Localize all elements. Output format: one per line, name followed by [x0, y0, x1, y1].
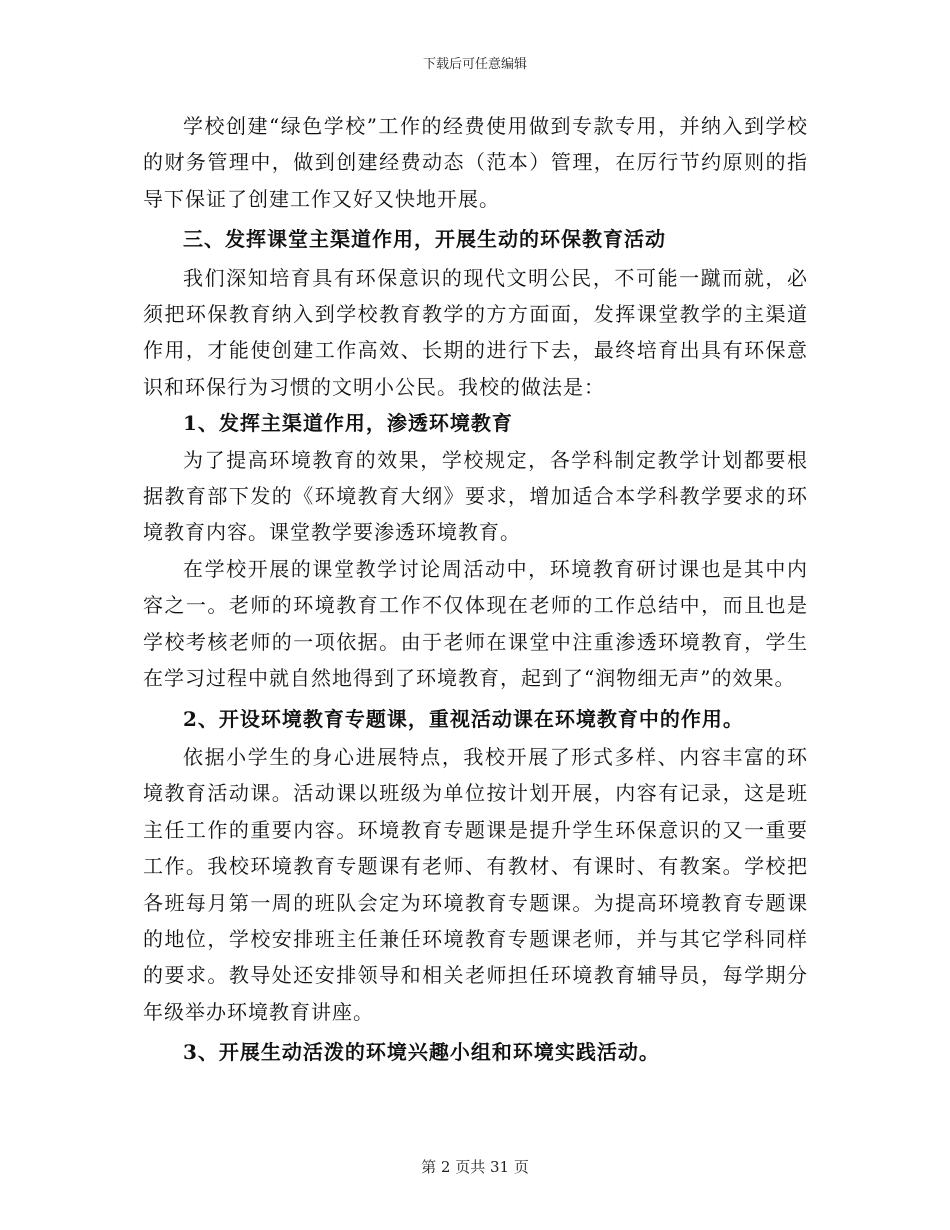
subheading-3: 3、开展生动活泼的环境兴趣小组和环境实践活动。 — [183, 1040, 660, 1065]
subheading-1: 1、发挥主渠道作用，渗透环境教育 — [183, 411, 513, 436]
document-body — [143, 108, 808, 1073]
paragraph-seminar: 在学校开展的课堂教学讨论周活动中，环境教育研讨课也是其中内容之一。老师的环境教育工作不仅体现在老师的工作总结中，而且也是学校考核老师的一项依据。由于老师在课堂中注重渗透环境教育，学生在学习过程中就自然地得到了环境教育，起到了“润物细无声”的效果。 — [143, 556, 808, 691]
subheading-2: 2、开设环境教育专题课，重视活动课在环境教育中的作用。 — [183, 706, 744, 731]
paragraph-intro: 我们深知培育具有环保意识的现代文明公民，不可能一蹴而就，必须把环保教育纳入到学校教育教学的方方面面，发挥课堂教学的主渠道作用，才能使创建工作高效、长期的进行下去，最终培育出具有环保意识和环保行为习惯的文明小公民。我校的做法是： — [143, 265, 808, 399]
paragraph-teaching-plan: 为了提高环境教育的效果，学校规定，各学科制定教学计划都要根据教育部下发的《环境教育大纲》要求，增加适合本学科教学要求的环境教育内容。课堂教学要渗透环境教育。 — [143, 447, 808, 545]
page-header: 下载后可任意编辑 — [422, 57, 527, 72]
page-footer: 第 2 页共 31 页 — [421, 1158, 529, 1176]
paragraph-activity-class: 依据小学生的身心进展特点，我校开展了形式多样、内容丰富的环境教育活动课。活动课以班级为单位按计划开展，内容有记录，这是班主任工作的重要内容。环境教育专题课是提升学生环保意识的又一重要工作。我校环境教育专题课有老师、有教材、有课时、有教案。学校把各班每月第一周的班队会定为环境教育专题课。为提高环境教育专题课的地位，学校安排班主任兼任环境教育专题课老师，并与其它学科同样的要求。教导处还安排领导和相关老师担任环境教育辅导员，每学期分年级举办环境教育讲座。 — [143, 744, 808, 1024]
paragraph-funding: 学校创建“绿色学校”工作的经费使用做到专款专用，并纳入到学校的财务管理中，做到创建经费动态（范本）管理，在厉行节约原则的指导下保证了创建工作又好又快地开展。 — [143, 114, 808, 211]
section-heading-3: 三、发挥课堂主渠道作用，开展生动的环保教育活动 — [183, 227, 666, 252]
